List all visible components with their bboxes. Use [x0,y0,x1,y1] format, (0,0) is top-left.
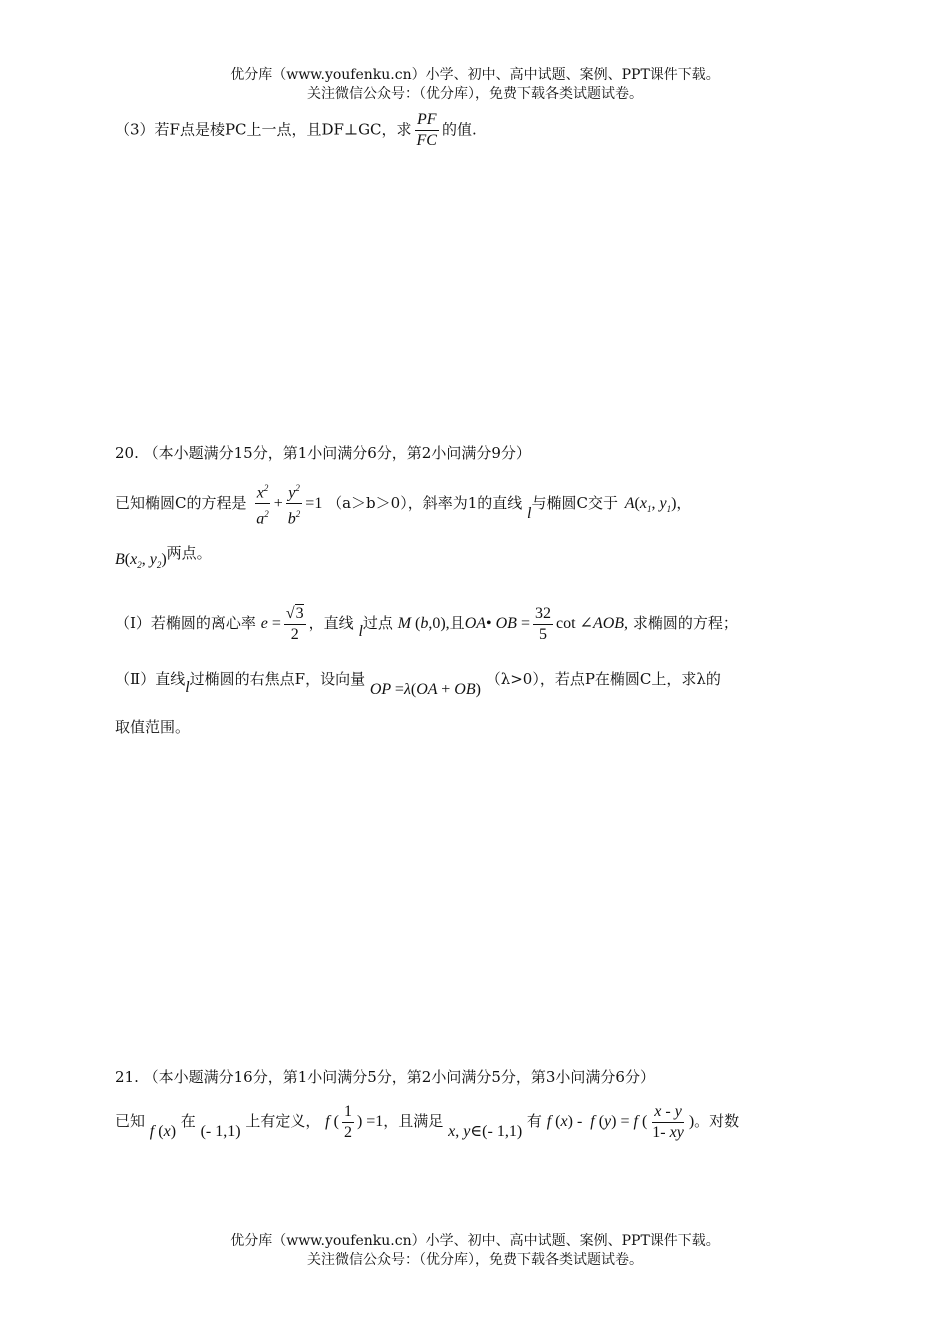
q20-text: ，直线 [308,614,354,633]
q19-part3-prefix: （3）若F点是棱PC上一点，且DF⊥GC，求 [115,120,412,139]
vector-op-expression: OP =λ(OA + OB) [369,681,481,698]
q20-text: ， [676,493,692,512]
q19-part3 [115,110,477,151]
q20-line-2 [115,544,212,571]
q21-text: 有 [526,1112,542,1131]
q21-text: 。对数 [694,1112,740,1131]
eccentricity-expression: e = $\frac{√3}{2}$ [260,605,304,643]
point-m: M (b,0), [397,615,450,633]
q20-title: 20. （本小题满分15分，第1小问满分6分，第2小问满分9分） [115,444,531,462]
q20-text: 过点 [362,614,393,633]
q21-text: 在 [180,1112,196,1131]
point-a: $A(x_1$, $y_1$) [624,494,677,515]
q20-text: 已知椭圆C的方程是 [115,493,247,512]
q21-text: 上有定义， [245,1112,321,1131]
line-l-symbol: l [358,623,363,641]
line-l-symbol: l [527,504,532,522]
q20-text: 且 [449,614,465,633]
q21-text: ，且满足 [383,1112,444,1131]
q20-text: 过椭圆的右焦点F，设向量 [189,670,366,688]
interval-expression: (- 1,1) [200,1123,241,1141]
fraction-denominator: FC [416,132,437,149]
q21-text: 已知 [115,1112,146,1131]
q20-part-2 [115,668,721,698]
q20-text: 求椭圆的方程； [632,614,738,633]
fraction-numerator: PF [415,110,439,131]
line-l-symbol: l [185,679,190,696]
functional-equation: f (x) - f (y) = f ( $\frac{x - y}{1- xy}$ ) [546,1103,695,1141]
point-b: $B(x_2$, $y_2$) [115,551,167,571]
f-half-expression: f ( $\frac{1}{2}$ ) =1 [325,1103,384,1141]
q20-text: （Ⅰ）若椭圆的离心率 [115,614,256,633]
ellipse-term-x: $\frac{x^2}{a^2}$ [254,478,271,530]
q20-text: 两点。 [166,544,212,562]
q20-text: 与椭圆C交于 [531,493,618,512]
pf-fc-fraction [415,110,439,151]
domain-expression: x, y∈(- 1,1) [448,1123,523,1141]
q21-title: 21. （本小题满分16分，第1小问满分5分，第2小问满分5分，第3小问满分6分） [115,1068,655,1086]
q20-line-1: 已知椭圆C的方程是 $\frac{x^2}{a^2}$ + $\frac{y^2}{b^2}$ =1 （a＞b＞0），斜率为1的直线 l与椭圆C交于 $A(x_1$, $y_1$)， [115,478,691,530]
ellipse-term-y: $\frac{y^2}{b^2}$ [286,478,303,530]
header-line-2: 关注微信公众号：（优分库），免费下载各类试题试卷。 [307,86,643,102]
header-line-1: 优分库（www.youfenku.cn）小学、初中、高中试题、案例、PPT课件下载。 [230,67,720,83]
footer-line-1: 优分库（www.youfenku.cn）小学、初中、高中试题、案例、PPT课件下载。 [230,1233,720,1249]
q20-text: （Ⅱ）直线 [115,670,186,688]
q20-part-2-cont: 取值范围。 [115,718,191,736]
q20-text: （a＞b＞0），斜率为1的直线 [327,493,523,512]
dot-product-expression: OA• OB = $\frac{32}{5}$ cot ∠AOB, [464,605,629,643]
q20-text: （λ>0），若点P在椭圆C上，求λ的 [485,670,721,688]
q19-part3-suffix: 的值. [441,120,477,139]
fx-expression: f (x) [149,1123,177,1141]
footer-line-2: 关注微信公众号：（优分库），免费下载各类试题试卷。 [307,1252,643,1268]
q21-line-1 [115,1102,739,1143]
q20-part-1 [115,604,738,645]
